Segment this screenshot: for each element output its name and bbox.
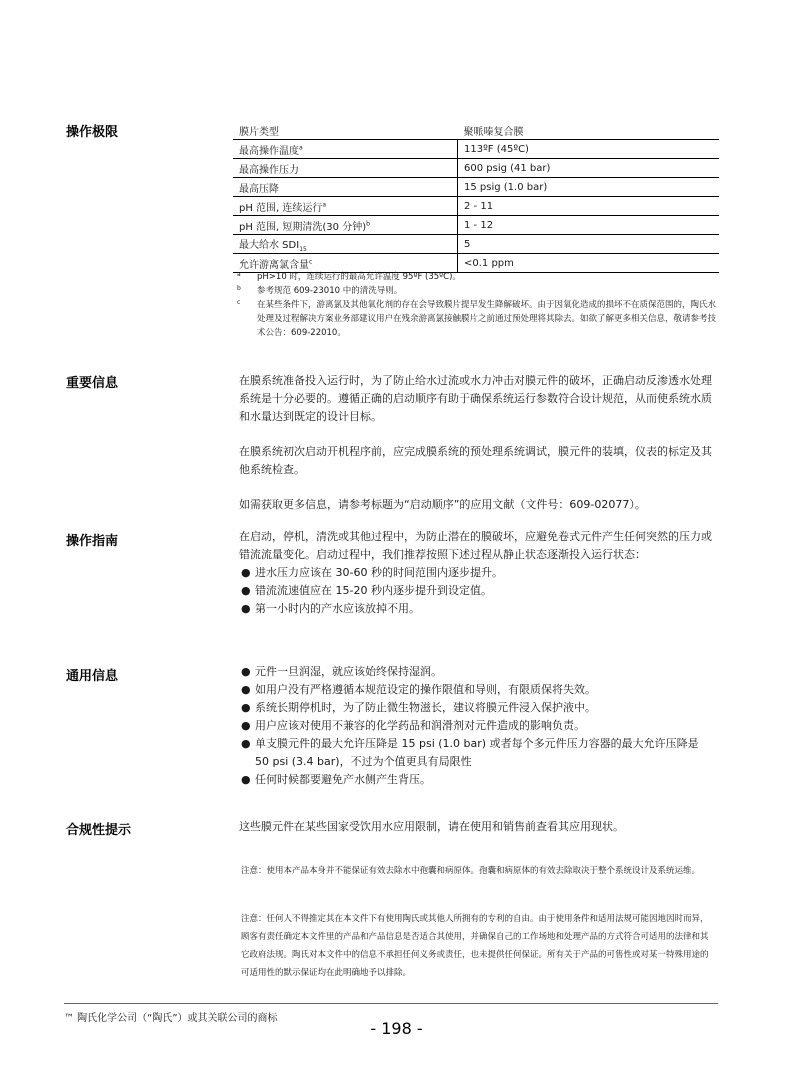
footnote-text: 在某些条件下，游离氯及其他氧化剂的存在会导致膜片提早发生降解破坏。由于因氧化造成的损坏不在质保范围的，陶氏水处理及过程解决方案业务部建议用户在残余游离氯接触膜片之前通过预处理将其除去。如欲了解更多相关信息，敬请参考技术公告：609-22010。 bbox=[257, 300, 717, 338]
general-info-list bbox=[239, 663, 715, 789]
table-cell-label bbox=[233, 235, 458, 254]
operation-guide-list bbox=[239, 564, 715, 618]
list-item bbox=[239, 771, 715, 789]
label-subscript: 15 bbox=[299, 245, 307, 253]
label-text: pH 范围, 短期清洗(30 分钟) bbox=[239, 221, 367, 233]
list-item-text: 任何时候都要避免产水侧产生背压。 bbox=[255, 773, 431, 786]
operation-guide-body bbox=[239, 528, 715, 618]
paragraph: 这些膜元件在某些国家受饮用水应用限制，请在使用和销售前查看其应用现状。 bbox=[239, 820, 624, 833]
table-header-cell: 膜片类型 bbox=[233, 121, 458, 140]
table-row bbox=[233, 140, 719, 159]
footer-divider bbox=[64, 1003, 718, 1004]
table-cell-label bbox=[233, 159, 458, 178]
table-row bbox=[233, 216, 719, 235]
compliance-body bbox=[239, 818, 715, 836]
table-row bbox=[233, 235, 719, 254]
table-cell-label bbox=[233, 178, 458, 197]
section-title-general-info: 通用信息 bbox=[66, 669, 119, 684]
table-header-row bbox=[233, 121, 719, 140]
list-item bbox=[239, 663, 715, 681]
bullet-icon: ● bbox=[241, 737, 251, 750]
table-cell-value: 5 bbox=[458, 235, 720, 254]
table-cell-label bbox=[233, 140, 458, 159]
notice-text: 注意：任何人不得推定其在本文件下有使用陶氏或其他人所拥有的专利的自由。由于使用条件和适用法规可能因地因时而异，顾客有责任确定本文件里的产品和产品信息是否适合其使用，并确保自己的工作场地和处理产品的方式符合可适用的法律和其它政府法规。陶氏对本文件中的信息不承担任何义务或责任，也未提供任何保证。所有关于产品的可售性或对某一特殊用途的可适用性的默示保证均在此明确地予以排除。 bbox=[241, 914, 709, 978]
list-item-text: 系统长期停机时，为了防止微生物滋长，建议将膜元件浸入保护液中。 bbox=[255, 701, 596, 714]
table-cell-label bbox=[233, 216, 458, 235]
operating-limits-table bbox=[233, 121, 719, 273]
bullet-icon: ● bbox=[241, 566, 251, 579]
table-cell-value: 2 - 11 bbox=[458, 197, 720, 216]
important-info-body bbox=[239, 372, 715, 514]
footnote-text: 参考规范 609-23010 中的清洗导则。 bbox=[257, 286, 403, 296]
list-item bbox=[239, 735, 715, 771]
footnote-text: pH>10 时，连续运行的最高允许温度 95ºF (35ºC)。 bbox=[257, 272, 461, 282]
table-row bbox=[233, 197, 719, 216]
table-header-cell: 聚哌嗪复合膜 bbox=[458, 121, 720, 140]
table-cell-value: 600 psig (41 bar) bbox=[458, 159, 720, 178]
table-cell-value: 1 - 12 bbox=[458, 216, 720, 235]
table-row bbox=[233, 159, 719, 178]
label-text: 允许游离氯含量 bbox=[239, 259, 309, 271]
bullet-icon: ● bbox=[241, 701, 251, 714]
list-item-text: 用户应该对使用不兼容的化学药品和润滑剂对元件造成的影响负责。 bbox=[255, 719, 585, 732]
table-cell-value: 15 psig (1.0 bar) bbox=[458, 178, 720, 197]
label-text: 最高操作温度 bbox=[239, 145, 299, 157]
table-row bbox=[233, 178, 719, 197]
bullet-icon: ● bbox=[241, 602, 251, 615]
notice-text: 注意：使用本产品本身并不能保证有效去除水中孢囊和病原体。孢囊和病原体的有效去除取决于整个系统设计及系统运维。 bbox=[241, 866, 701, 876]
footnote bbox=[237, 284, 717, 298]
label-text: 最高压降 bbox=[239, 183, 279, 195]
bullet-icon: ● bbox=[241, 584, 251, 597]
list-item-text: 如用户没有严格遵循本规范设定的操作限值和导则，有限质保将失效。 bbox=[255, 683, 596, 696]
table-footnotes bbox=[237, 270, 717, 340]
bullet-icon: ● bbox=[241, 683, 251, 696]
table-cell-label bbox=[233, 197, 458, 216]
bullet-icon: ● bbox=[241, 719, 251, 732]
footnote-marker: c bbox=[309, 258, 313, 266]
footnote-marker: a bbox=[322, 201, 327, 209]
footnote-marker: c bbox=[237, 299, 241, 306]
list-item bbox=[239, 681, 715, 699]
list-item bbox=[239, 600, 715, 618]
list-item-text: 进水压力应该在 30-60 秒的时间范围内逐步提升。 bbox=[255, 566, 503, 579]
general-info-body bbox=[239, 663, 715, 789]
list-item-text: 单支膜元件的最大允许压降是 15 psi (1.0 bar) 或者每个多元件压力容器的最大允许压降是 50 psi (3.4 bar)，不过为个值更具有局限性 bbox=[255, 737, 699, 768]
list-item bbox=[239, 717, 715, 735]
footnote-marker: b bbox=[366, 220, 370, 228]
paragraph: 在膜系统准备投入运行时，为了防止给水过流或水力冲击对膜元件的破坏，正确启动反渗透水处理系统是十分必要的。遵循正确的启动顺序有助于确保系统运行参数符合设计规范，从而使系统水质和水量达到既定的设计目标。 bbox=[239, 374, 712, 423]
section-title-operating-limits: 操作极限 bbox=[66, 125, 119, 140]
notice-pathogens bbox=[241, 862, 713, 880]
label-text: 最大给水 SDI bbox=[239, 239, 300, 251]
label-text: pH 范围, 连续运行 bbox=[239, 202, 323, 214]
table-cell-value: 113ºF (45ºC) bbox=[458, 140, 720, 159]
section-title-operation-guide: 操作指南 bbox=[66, 534, 119, 549]
label-text: 最高操作压力 bbox=[239, 164, 299, 176]
footnote-marker: b bbox=[237, 285, 241, 292]
notice-disclaimer bbox=[241, 910, 713, 982]
list-item-text: 第一小时内的产水应该放掉不用。 bbox=[255, 602, 420, 615]
paragraph: 在膜系统初次启动开机程序前，应完成膜系统的预处理系统调试，膜元件的装填，仪表的标定及其他系统检查。 bbox=[239, 445, 712, 476]
bullet-icon: ● bbox=[241, 665, 251, 678]
page-number: - 198 - bbox=[370, 1019, 423, 1038]
list-item-text: 错流流速值应在 15-20 秒内逐步提升到设定值。 bbox=[255, 584, 492, 597]
trademark-note: ™ 陶氏化学公司（“陶氏”）或其关联公司的商标 bbox=[64, 1013, 278, 1024]
list-item bbox=[239, 699, 715, 717]
footnote bbox=[237, 298, 717, 340]
footnote-marker: a bbox=[237, 271, 241, 278]
paragraph: 如需获取更多信息，请参考标题为“启动顺序”的应用文献（文件号：609-02077）。 bbox=[239, 498, 646, 511]
list-item-text: 元件一旦润湿，就应该始终保持湿润。 bbox=[255, 665, 442, 678]
footnote-marker: a bbox=[299, 144, 303, 152]
section-title-important-info: 重要信息 bbox=[66, 376, 119, 391]
section-title-compliance: 合规性提示 bbox=[66, 823, 132, 838]
table-cell-value: <0.1 ppm bbox=[458, 254, 720, 273]
list-item bbox=[239, 564, 715, 582]
list-item bbox=[239, 582, 715, 600]
bullet-icon: ● bbox=[241, 773, 251, 786]
footnote bbox=[237, 270, 717, 284]
paragraph: 在启动，停机，清洗或其他过程中，为防止潜在的膜破坏，应避免卷式元件产生任何突然的压力或错流流量变化。启动过程中，我们推荐按照下述过程从静止状态逐渐投入运行状态： bbox=[239, 530, 712, 561]
